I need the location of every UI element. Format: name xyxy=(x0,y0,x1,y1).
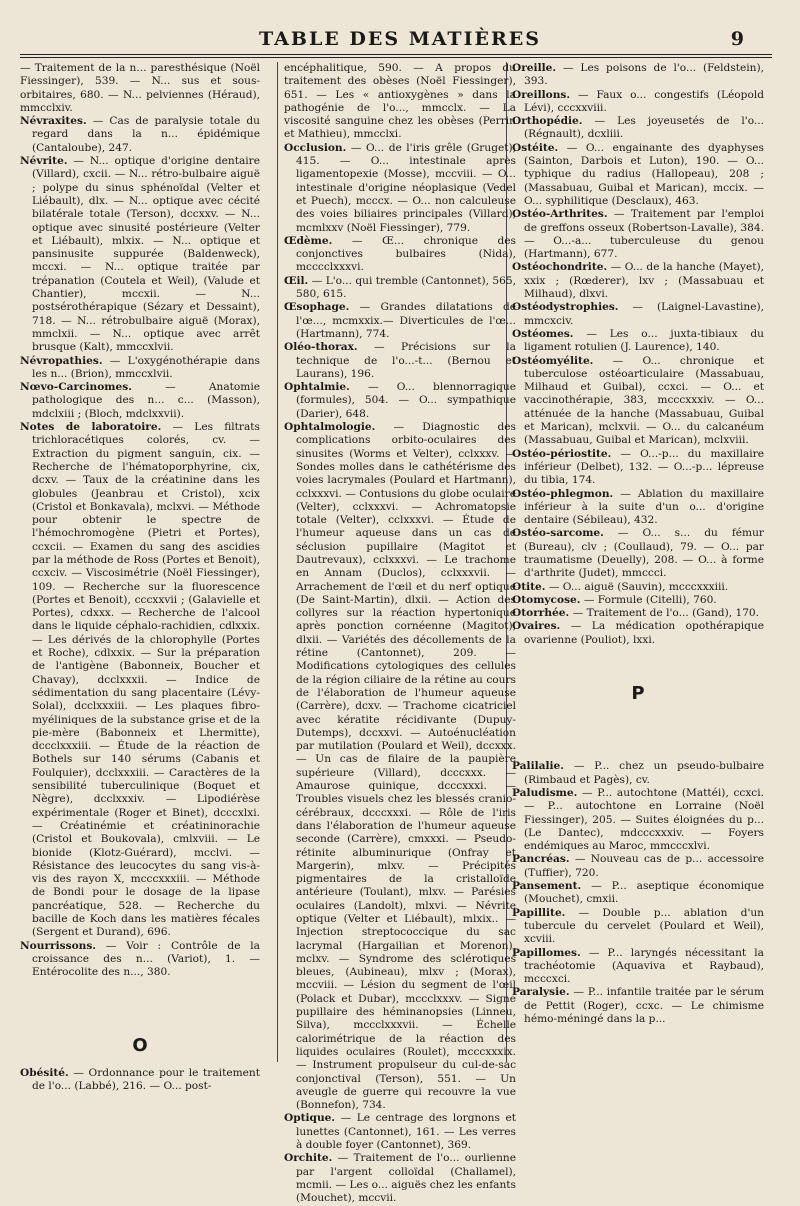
header-rule-thin xyxy=(20,57,772,58)
entry-headword: Œdème. xyxy=(284,234,333,247)
index-entry: Orchite. — Traitement de l'o... ourlienne par l'argent colloïdal (Challamel), mcmii. — Les o... aiguës chez les enfants (Mouchet), mccvii. xyxy=(284,1152,516,1205)
index-entry: Ostéomes. — Les o... juxta-tibiaux du ligament rotulien (J. Laurence), 140. xyxy=(512,327,764,354)
entry-headword: Ostéo-Arthrites. xyxy=(512,208,608,221)
index-entry: Ostéo-Arthrites. — Traitement par l'emploi de greffons osseux (Robertson-Lavalle), 384. — O...-a... tuberculeuse du genou (Hartmann), 677. xyxy=(512,208,764,261)
page-number: 9 xyxy=(730,28,744,50)
entry-headword: Ostéochondrite. xyxy=(512,261,608,274)
index-entry: Papillite. — Double p... ablation d'un tubercule du cervelet (Poulard et Weil), xcviii. xyxy=(512,906,764,946)
index-entry: Oreille. — Les poisons de l'o... (Feldstein), 393. xyxy=(512,62,764,88)
index-entry: Ovaires. — La médication opothérapique ovarienne (Pouliot), lxxi. xyxy=(512,620,764,646)
entry-headword: Papillomes. xyxy=(512,946,581,959)
index-entry: Ostéomyélite. — O... chronique et tuberculose ostéoarticulaire (Massabuau, Milhaud et Guibal), ccxci. — O... et vaccinothérapie, 383, mcccxxxiv. — O... atténuée de la hanche (Massabuau, Guibal et Marican), mclxvii. — O... du calcanéum (Massabuau, Guibal et Marican), mclxviii. xyxy=(512,354,764,447)
index-column-3 xyxy=(512,62,764,1026)
index-entry: Ophtalmie. — O... blennorragique (formules), 504. — O... sympathique (Darier), 648. xyxy=(284,381,516,420)
index-entry: Paralysie. — P... infantile traitée par le sérum de Pettit (Roger), ccxc. — Le chimisme hémo-méningé dans la p... xyxy=(512,986,764,1025)
entry-headword: Papillite. xyxy=(512,906,566,919)
entry-headword: Optique. xyxy=(284,1112,336,1125)
index-entry: Otomycose. — Formule (Citelli), 760. xyxy=(512,593,717,606)
entry-headword: Occlusion. xyxy=(284,141,347,154)
entry-headword: Ophtalmie. xyxy=(284,381,350,394)
index-entry: Ostéodystrophies. — (Laignel-Lavastine), mmcxciv. xyxy=(512,301,764,327)
entry-headword: Ostéo-phlegmon. xyxy=(512,487,614,500)
index-entry: Ostéite. — O... engainante des dyaphyses (Sainton, Darbois et Luton), 190. — O... typhique du radius (Hallopeau), 208 ; (Massabuau, Guibal et Marican), mccix. — O... syphilitique (Desclaux), 463. xyxy=(512,141,764,207)
entry-headword: Ostéo-sarcome. xyxy=(512,527,604,540)
entry-headword: Ostéomyélite. xyxy=(512,354,594,367)
index-entry: Pancréas. — Nouveau cas de p... accessoire (Tuffier), 720. xyxy=(512,853,764,879)
entry-headword: Œil. xyxy=(284,274,309,287)
entry-headword: Oléo-thorax. xyxy=(284,341,358,354)
index-entry: Ophtalmologie. — Diagnostic des complications orbito-oculaires des sinusites (Worms et Velter), cclxxxv. — Sondes molles dans le cathétérisme des voies lacrymales (Poulard et Hartmann), cclxxxvi. — Contusions du globe oculaire (Velter), cclxxxvi. — Achromatopsie totale (Velter), cclxxxvi. — Étude de l'humeur aqueuse dans un cas de séclusion pupillaire (Magitot et Dautrevaux), cclxxxvi. — Le trachome en Annam (Duclos), cclxxxvii. — Arrachement de l'œil et du nerf optique (De Saint-Martin), dlxii. — Action des collyres sur la réaction hypertonique après ponction cornéenne (Magitot), dlxii. — Variétés des décollements de la rétine (Cantonnet), 209. — Modifications cytologiques des cellules de la région ciliaire de la rétine au cours de l'élaboration de l'humeur aqueuse (Carrère), dcxv. — Trachome cicatriciel avec kératite récidivante (Dupuy-Dutemps), dccxxvi. — Autoénucléation par mutilation (Poulard et Weil), dccxxx. — Un cas de filaire de la paupière supérieure (Villard), dcccxxx. — Amaurose quinique, dcccxxxi. — Troubles visuels chez les blessés cranio-cérébraux, dcccxxxi. — Rôle de l'iris dans l'élaboration de l'humeur aqueuse seconde (Carrère), cmxxxi. — Pseudo-rétinite albuminurique (Onfray et Margerin), mlxv. — Précipités pigmentaires de la cristalloïde antérieure (Toulant), mlxv. — Parésies oculaires (Landolt), mlxvi. — Névrite optique (Velter et Liébault), mlxix.. — Injection streptococcique du sac lacrymal (Hargailian et Morenon), mclxv. — Syndrome des sclérotiques bleues, (Aubineau), mlxv ; (Morax), mccviii. — Lésion du segment de l'œil (Polack et Dubar), mccclxxxv. — Signe pupillaire des héminanopsies (Linneu, Silva), mccclxxxvii. — Échelle calorimétrique de la réaction des liquides oculaires (Roulet), mcccxxxix. — Instrument propulseur du cul-de-sac conjonctival (Terson), 551. — Un aveugle de guerre qui recouvre la vue (Bonnefon), 734. xyxy=(284,421,516,1112)
section-letter-o: O xyxy=(132,1035,148,1057)
entry-headword: Névraxites. xyxy=(20,115,87,128)
section-letter-p: P xyxy=(631,683,645,705)
entry-headword: Ostéo-périostite. xyxy=(512,447,612,460)
column-divider xyxy=(277,62,278,1062)
entry-headword: Paludisme. xyxy=(512,786,578,799)
index-entry: Obésité. — Ordonnance pour le traitement de l'o... (Labbé), 216. — O... post- xyxy=(20,1066,260,1093)
entry-headword: Ovaires. xyxy=(512,620,561,633)
entry-headword: Pansement. xyxy=(512,880,582,893)
entry-headword: Notes de laboratoire. xyxy=(20,421,162,434)
entry-headword: Ostéomes. xyxy=(512,327,574,340)
index-entry: Orthopédie. — Les joyeusetés de l'o... (Régnault), dcxliii. xyxy=(512,115,764,141)
index-entry: Nourrissons. — Voir : Contrôle de la croissance des n... (Variot), 1. — Entérocolite des n..., 380. xyxy=(20,939,260,979)
entry-headword: Oreillons. xyxy=(512,88,571,101)
entry-headword: Nœvo-Carcinomes. xyxy=(20,381,132,394)
entry-headword: Névrite. xyxy=(20,155,68,168)
entry-headword: Otite. xyxy=(512,580,546,593)
index-entry: Otorrhée. — Traitement de l'o... (Gand), 170. xyxy=(512,607,760,620)
index-entry: Paludisme. — P... autochtone (Mattéi), ccxci. — P... autochtone en Lorraine (Noël Fiessinger), 205. — Suites éloignées du p... (Le Dantec), mdcccxxxiv. — Foyers endémiques au Maroc, mmcccxlvi. xyxy=(512,786,764,853)
index-entry: Occlusion. — O... de l'iris grêle (Gruget), 415. — O... intestinale après ligamentopexie (Mosse), mccviii. — O... intestinale d'origine néoplasique (Vedel et Puech), mcccx. — O... non calculeuse des voies biliaires principales (Villard), mcmlxxv (Noël Fiessinger), 779. xyxy=(284,141,516,234)
index-entry: Pansement. — P... aseptique économique (Mouchet), cmxii. xyxy=(512,880,764,906)
index-entry: Œsophage. — Grandes dilatations de l'œ..., mcmxxix.— Diverticules de l'œ... (Hartmann), 774. xyxy=(284,301,516,340)
index-entry: Oléo-thorax. — Précisions sur la technique de l'o...-t... (Bernou et Laurans), 196. xyxy=(284,341,516,380)
index-entry: Névrite. — N... optique d'origine dentaire (Villard), cxcii. — N... rétro-bulbaire aiguë ; polype du sinus sphénoïdal (Velter et Liébault), dlx. — N... optique avec cécité bilatérale totale (Terson), dccxxv. — N... optique avec sinusité postérieure (Velter et Liébault), mlxix. — N... optique et pansinusite suppurée (Baldenweck), mccxi. — N... optique traitée par trépanation (Coutela et Weil), (Valude et Chantier), mccxii. — N... postsérothérapique (Sézary et Dessaint), 718. — N... rétrobulbaire aiguë (Morax), mmclxii. — N... optique avec arrêt brusque (Kalt), mmccxlvii. xyxy=(20,155,260,354)
entry-headword: Otorrhée. xyxy=(512,607,570,620)
entry-headword: Paralysie. xyxy=(512,986,570,999)
index-entry: Notes de laboratoire. — Les filtrats trichloracétiques colorés, cv. — Extraction du pigment sanguin, cix. — Recherche de l'hématoporphyrine, cix, dcxv. — Taux de la créatinine dans les globules (Jeanbrau et Cristol), xcix (Cristol et Bonkavala), mclxvi. — Méthode pour obtenir le spectre de l'hémochromogène (Pietri et Portes), ccxcii. — Examen du sang des ascidies par la méthode de Ross (Portes et Benoit), ccxciv. — Viscosimétrie (Noël Fiessinger), 109. — Recherche sur la fluorescence (Portes et Benoit), cccxxvii ; (Galavielle et Portes), cdxxx. — Recherche de l'alcool dans le liquide céphalo-rachidien, cdlxxix. — Les dérivés de la chlorophylle (Portes et Roche), cdlxxix. — Sur la préparation de l'antigène (Babonneix, Boucher et Chavay), dcclxxxii. — Indice de sédimentation du sang placentaire (Lévy-Solal), dcclxxxiii. — Les plaques fibro-myéliniques de la substance grise et de la pie-mère (Babonneix et Lhermitte), dccclxxxiii. — Étude de la réaction de Bothels sur 140 sérums (Cabanis et Foulquier), dcclxxxiii. — Caractères de la sensibilité tuberculinique (Boquet et Nègre), dcclxxxiv. — Lipodiérèse expérimentale (Roger et Binet), dcccxlxi. — Créatinémie et créatininorachie (Cristol et Boukovala), cmlxviii. — Le bionide (Klotz-Guérard), mcclvi. — Résistance des leucocytes du sang vis-à-vis des rayon X, mcccxxxiii. — Méthode de Bondi pour le dosage de la lipase pancréatique, 528. — Recherche du bacille de Koch dans les matières fécales (Sergent et Durand), 696. xyxy=(20,421,260,939)
index-column-1 xyxy=(20,62,260,1093)
index-entry: — Traitement de la n... paresthésique (Noël Fiessinger), 539. — N... sus et sous-orbitaires, 680. — N... pelviennes (Héraud), mmcclxiv. xyxy=(20,62,260,114)
entry-headword: Ophtalmologie. xyxy=(284,421,376,434)
entry-headword: Œsophage. xyxy=(284,301,350,314)
entry-headword: Ostéite. xyxy=(512,141,559,154)
index-column-2 xyxy=(284,62,516,1206)
index-entry: Œdème. — Œ... chronique des conjonctives bulbaires (Nida), mcccclxxxvi. xyxy=(284,234,516,274)
index-entry: Œil. — L'o... qui tremble (Cantonnet), 565, 580, 615. xyxy=(284,274,516,301)
index-entry: encéphalitique, 590. — A propos du traitement des obèses (Noël Fiessinger), 651. — Les « antioxygènes » dans la pathogénie de l'o..., mmcclx. — La viscosité sanguine chez les obèses (Perrin et Mathieu), mmcclxi. xyxy=(284,62,516,141)
entry-headword: Névropathies. xyxy=(20,354,103,367)
entry-headword: Ostéodystrophies. xyxy=(512,301,619,314)
entry-headword: Palilalie. xyxy=(512,760,564,773)
entry-headword: Nourrissons. xyxy=(20,939,96,952)
index-entry: Optique. — Le centrage des lorgnons et lunettes (Cantonnet), 161. — Les verres à double foyer (Cantonnet), 369. xyxy=(284,1112,516,1152)
index-entry: Palilalie. — P... chez un pseudo-bulbaire (Rimbaud et Pagès), cv. xyxy=(512,760,764,786)
entry-headword: Oreille. xyxy=(512,62,557,74)
index-entry: Ostéo-sarcome. — O... s... du fémur (Bureau), clv ; (Coullaud), 79. — O... par traumatisme (Deuelly), 208. — O... à forme d'arthrite (Judet), mmccci. xyxy=(512,527,764,580)
index-entry: Ostéochondrite. — O... de la hanche (Mayet), xxix ; (Rœderer), lxv ; (Massabuau et Milhaud), dlxvi. xyxy=(512,261,764,301)
index-entry: Oreillons. — Faux o... congestifs (Léopold Lévi), cccxxviii. xyxy=(512,88,764,114)
entry-headword: Obésité. xyxy=(20,1066,69,1079)
page-title: TABLE DES MATIÈRES xyxy=(259,28,541,50)
header-rule xyxy=(20,54,772,55)
entry-headword: Orthopédie. xyxy=(512,115,583,128)
index-entry: Otite. — O... aiguë (Sauvin), mcccxxxiii. xyxy=(512,580,729,593)
index-entry: Névropathies. — L'oxygénothérapie dans les n... (Brion), mmccxlvii. xyxy=(20,354,260,380)
entry-headword: Otomycose. xyxy=(512,593,581,606)
entry-headword: Pancréas. xyxy=(512,853,570,866)
index-entry: Névraxites. — Cas de paralysie totale du regard dans la n... épidémique (Cantaloube), 247. xyxy=(20,115,260,154)
entry-headword: Orchite. xyxy=(284,1152,333,1165)
index-entry: Ostéo-phlegmon. — Ablation du maxillaire inférieur à la suite d'un o... d'origine dentaire (Sébileau), 432. xyxy=(512,487,764,527)
index-entry: Nœvo-Carcinomes. — Anatomie pathologique des n... c... (Masson), mdclxiii ; (Bloch, mdclxxvii). xyxy=(20,381,260,420)
index-entry: Papillomes. — P... laryngés nécessitant la trachéotomie (Aquaviva et Raybaud), mcccxci. xyxy=(512,946,764,986)
index-entry: Ostéo-périostite. — O...-p... du maxillaire inférieur (Delbet), 132. — O...-p... lépreuse du tibia, 174. xyxy=(512,447,764,487)
